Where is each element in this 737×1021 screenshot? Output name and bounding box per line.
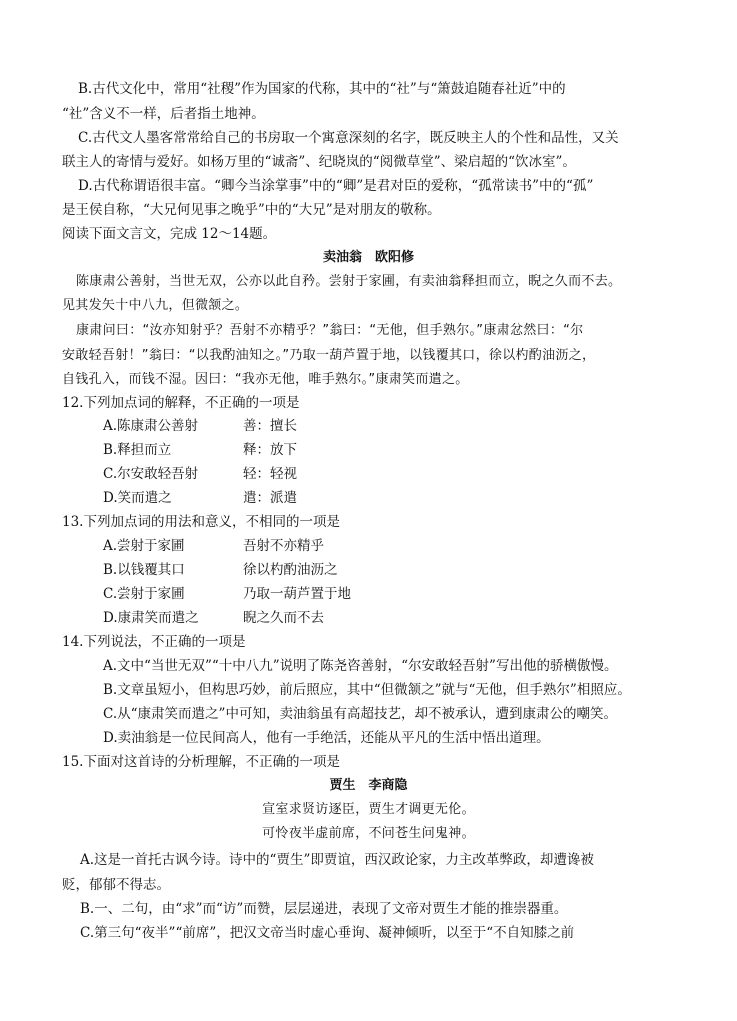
poem-line1: 宣室求贤访逐臣，贾生才调更无伦。 <box>262 802 475 817</box>
q13-option-a-compare: 吾射不亦精乎 <box>243 538 324 554</box>
q12-option-d <box>0 488 737 508</box>
q12-option-b-gloss: 释：放下 <box>243 442 297 458</box>
q11-option-c-line2: 联主人的寄情与爱好。如杨万里的“诚斋”、纪晓岚的“阅微草堂”、梁启超的“饮冰室”。 <box>62 154 576 170</box>
q13-option-c-compare: 乃取一葫芦置于地 <box>243 586 351 602</box>
q13-option-c-text: C.尝射于家圃 <box>103 586 185 602</box>
passage-para1-line2: 见其发矢十中八九，但微颔之。 <box>62 298 249 313</box>
q11-option-c-line1: C.古代文人墨客常常给自己的书房取一个寓意深刻的名字，既反映主人的个性和品性，又关 <box>78 130 619 146</box>
q13-option-b <box>0 560 737 580</box>
q15-option-c-line1: C.第三句“夜半”“前席”，把汉文帝当时虚心垂询、凝神倾听，以至于“不自知膝之前 <box>80 925 575 941</box>
q14-option-d: D.卖油翁是一位民间高人，他有一手绝活，还能从平凡的生活中悟出道理。 <box>103 730 550 746</box>
q11-option-d-line1: D.古代称谓语很丰富。“卿今当涂掌事”中的“卿”是君对臣的爱称，“孤常读书”中的“孤” <box>78 178 594 194</box>
q13-option-a <box>0 536 737 556</box>
q12-option-a-text: A.陈康肃公善射 <box>103 418 199 434</box>
q12-option-a <box>0 416 737 436</box>
q13-option-d-text: D.康肃笑而遣之 <box>103 610 199 626</box>
q13-option-d-compare: 睨之久而不去 <box>243 610 324 626</box>
q15-stem: 15.下面对这首诗的分析理解，不正确的一项是 <box>62 754 340 770</box>
q13-option-b-compare: 徐以杓酌油沥之 <box>243 562 338 578</box>
q14-option-a: A.文中“当世无双”“十中八九”说明了陈尧咨善射，“尔安敢轻吾射”写出他的骄横傲慢。 <box>103 658 618 674</box>
passage-para2-line1: 康肃问曰：“汝亦知射乎？吾射不亦精乎？”翁曰：“无他，但手熟尔。”康肃忿然曰：“尔 <box>76 323 584 338</box>
passage-para1-line1: 陈康肃公善射，当世无双，公亦以此自矜。尝射于家圃，有卖油翁释担而立，睨之久而不去。 <box>76 274 622 289</box>
q12-option-d-gloss: 遣：派遣 <box>243 490 297 506</box>
q15-option-a-line2: 贬，郁郁不得志。 <box>62 877 170 893</box>
q13-stem: 13.下列加点词的用法和意义，不相同的一项是 <box>62 514 340 530</box>
q15-option-a-line1: A.这是一首托古讽今诗。诗中的“贾生”即贾谊，西汉政论家，力主改革弊政，却遭谗被 <box>80 852 594 868</box>
q13-option-d <box>0 608 737 628</box>
reading-instruction: 阅读下面文言文，完成 12～14题。 <box>62 226 277 242</box>
q11-option-b-line2: “社”含义不一样，后者指土地神。 <box>62 106 265 122</box>
q13-option-a-text: A.尝射于家圃 <box>103 538 185 554</box>
q12-option-c-gloss: 轻：轻视 <box>243 466 297 482</box>
q12-option-b <box>0 440 737 460</box>
q11-option-d-line2: 是王侯自称，“大兄何见事之晚乎”中的“大兄”是对朋友的敬称。 <box>62 202 441 218</box>
poem-line2: 可怜夜半虚前席，不问苍生问鬼神。 <box>262 826 475 841</box>
q13-option-b-text: B.以钱覆其口 <box>103 562 185 578</box>
passage-title: 卖油翁 欧阳修 <box>322 250 414 265</box>
q13-option-c <box>0 584 737 604</box>
q14-option-b: B.文章虽短小，但构思巧妙，前后照应，其中“但微颔之”就与“无他，但手熟尔”相照应。 <box>103 682 631 698</box>
passage-para2-line3: 自钱孔入，而钱不湿。因曰：“我亦无他，唯手熟尔。”康肃笑而遣之。 <box>62 372 469 387</box>
q14-option-c: C.从“康肃笑而遣之”中可知，卖油翁虽有高超技艺，却不被承认，遭到康肃公的嘲笑。 <box>103 706 617 722</box>
passage-para2-line2: 安敢轻吾射！”翁曰：“以我酌油知之。”乃取一葫芦置于地，以钱覆其口，徐以杓酌油沥之， <box>62 348 596 363</box>
q14-stem: 14.下列说法，不正确的一项是 <box>62 634 246 650</box>
q12-stem: 12.下列加点词的解释，不正确的一项是 <box>62 395 300 411</box>
q12-option-b-text: B.释担而立 <box>103 442 172 458</box>
q11-option-b-line1: B.古代文化中，常用“社稷”作为国家的代称，其中的“社”与“箫鼓追随春社近”中的 <box>78 81 566 97</box>
q12-option-d-text: D.笑而遣之 <box>103 490 172 506</box>
q15-option-b: B.一、二句，由“求”而“访”而赞，层层递进，表现了文帝对贾生才能的推崇器重。 <box>80 901 568 917</box>
q12-option-a-gloss: 善：擅长 <box>243 418 297 434</box>
q12-option-c <box>0 464 737 484</box>
poem-title: 贾生 李商隐 <box>329 778 408 793</box>
q12-option-c-text: C.尔安敢轻吾射 <box>103 466 199 482</box>
